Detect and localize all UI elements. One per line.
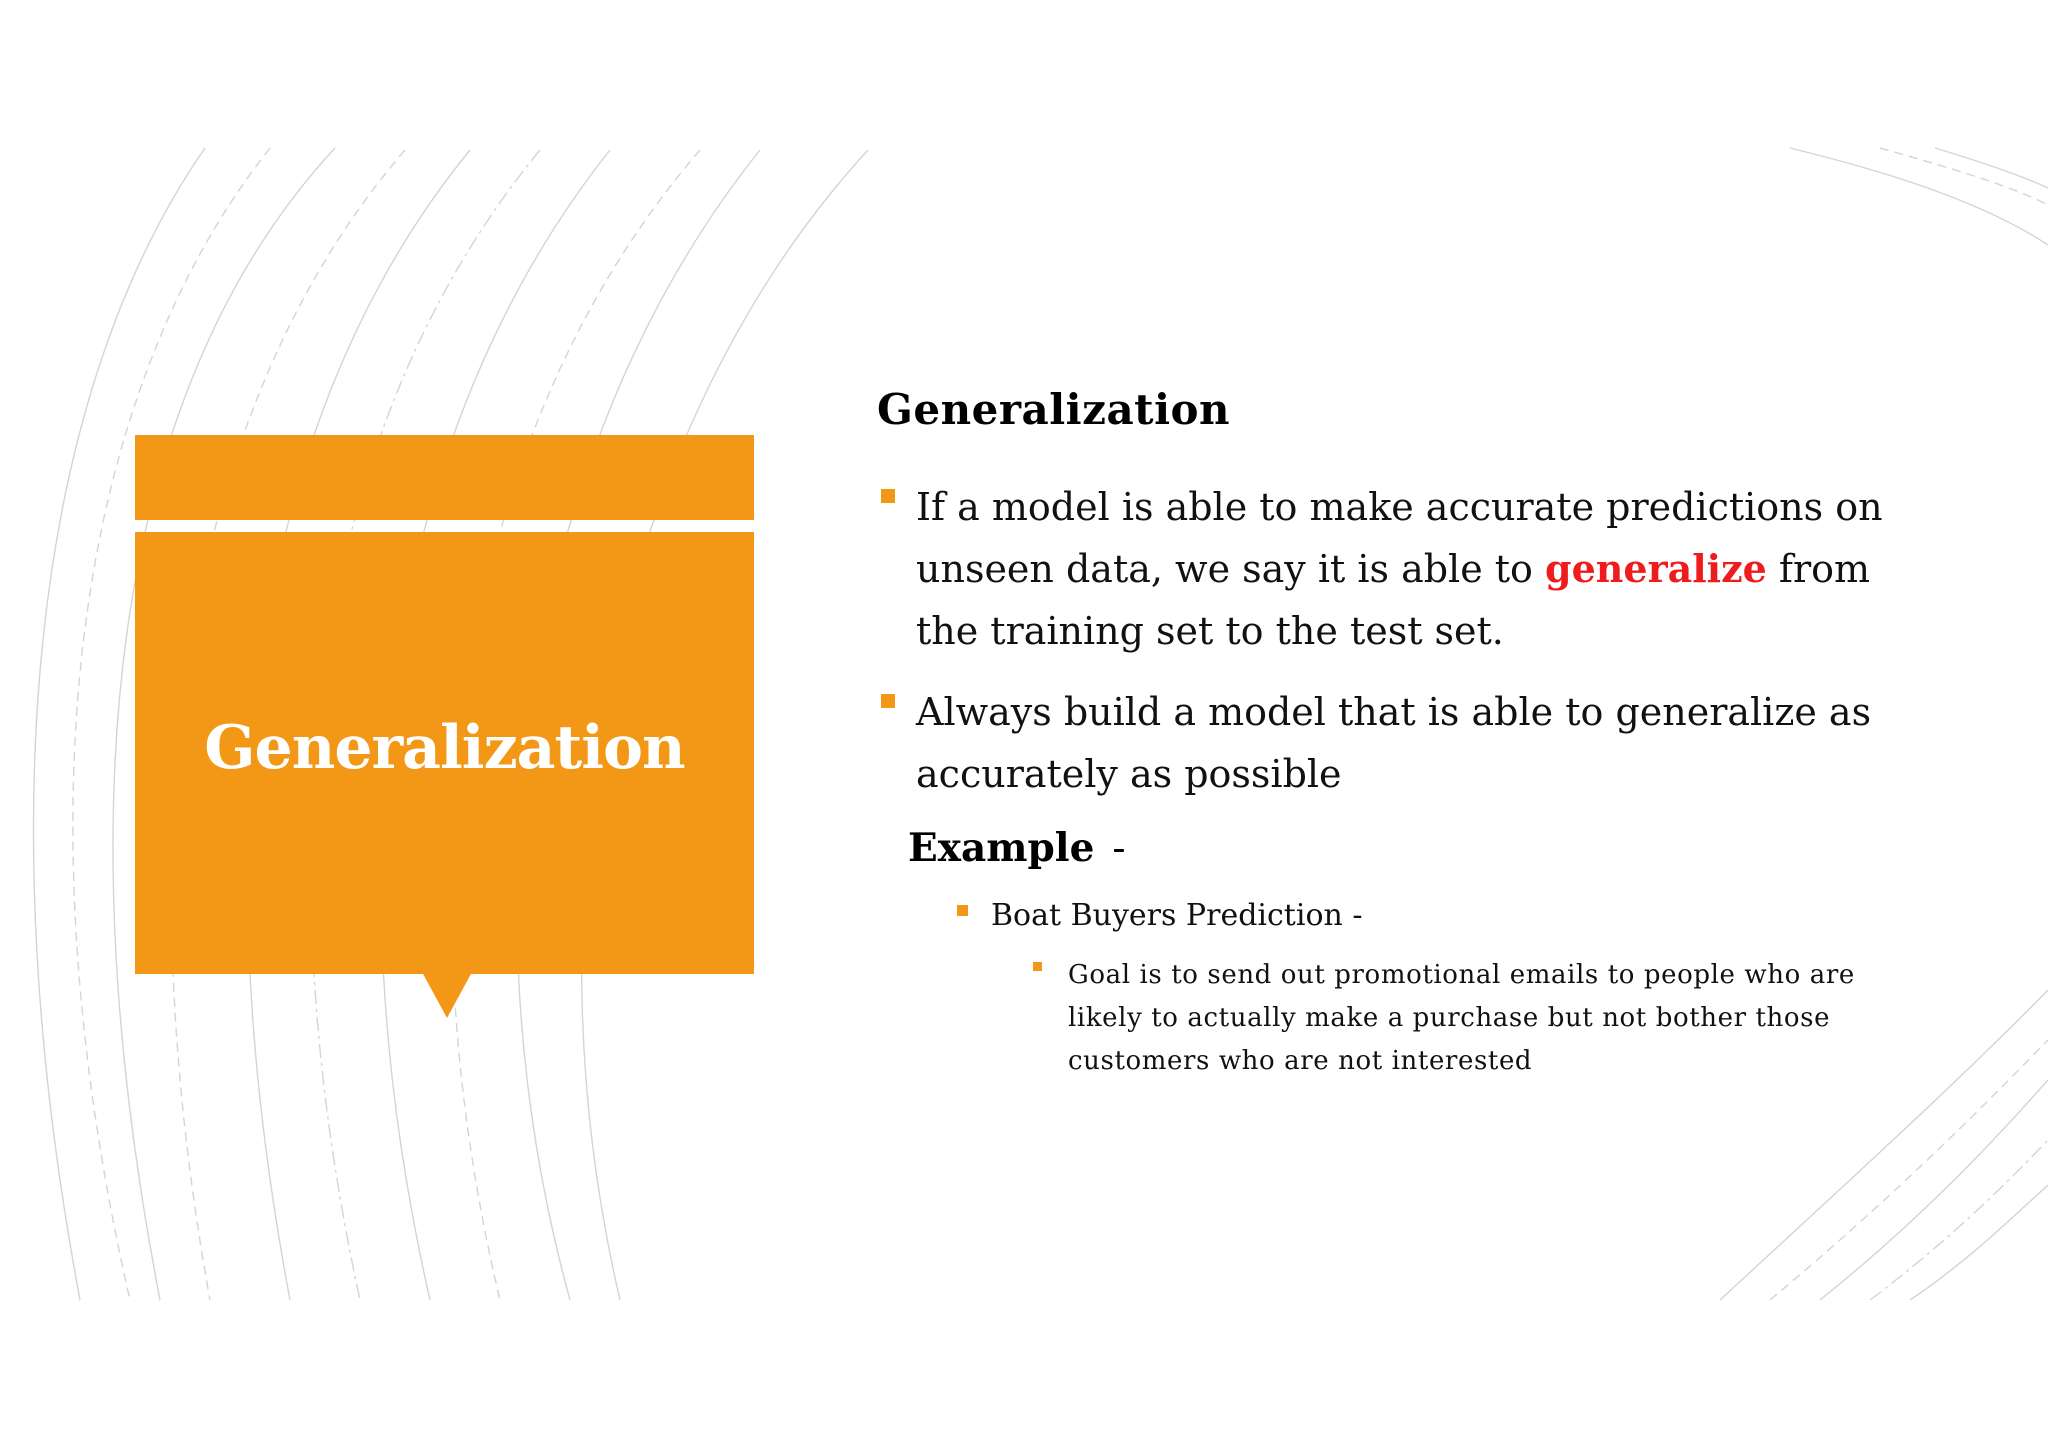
content-heading: Generalization [877, 385, 1231, 434]
bullet-text: Always build a model that is able to generalize as accurately as possible [916, 690, 1872, 796]
bullet-text-after: from the training set to the test set. [916, 547, 1871, 653]
example-dash: - [1112, 826, 1126, 871]
sub-bullet-boat-buyers [955, 895, 1855, 937]
sub-sub-bullet-text: Goal is to send out promotional emails to people who are likely to actually make a purchase but not bother those customers who are not interested [1068, 960, 1855, 1076]
bullet-text [878, 476, 1908, 662]
example-label [908, 825, 1126, 871]
sub-sub-bullet-goal [1032, 954, 1912, 1083]
callout-tail [422, 972, 472, 1018]
sub-bullet-text: Boat Buyers Prediction - [991, 898, 1363, 933]
square-bullet-icon [881, 694, 895, 708]
bullet-text-before: If a model is able to make accurate predictions on unseen data, we say it is able to [916, 485, 1883, 591]
bullet-generalize-definition [878, 476, 1908, 662]
callout-top-bar [135, 435, 754, 520]
bullet-build-model [878, 681, 1908, 805]
slide-title: Generalization [204, 713, 685, 783]
title-callout [135, 532, 754, 974]
example-label-text: Example [908, 825, 1095, 871]
highlight-term: generalize [1545, 546, 1767, 591]
square-bullet-icon [957, 905, 968, 916]
square-bullet-icon [1033, 962, 1042, 971]
square-bullet-icon [881, 489, 895, 503]
